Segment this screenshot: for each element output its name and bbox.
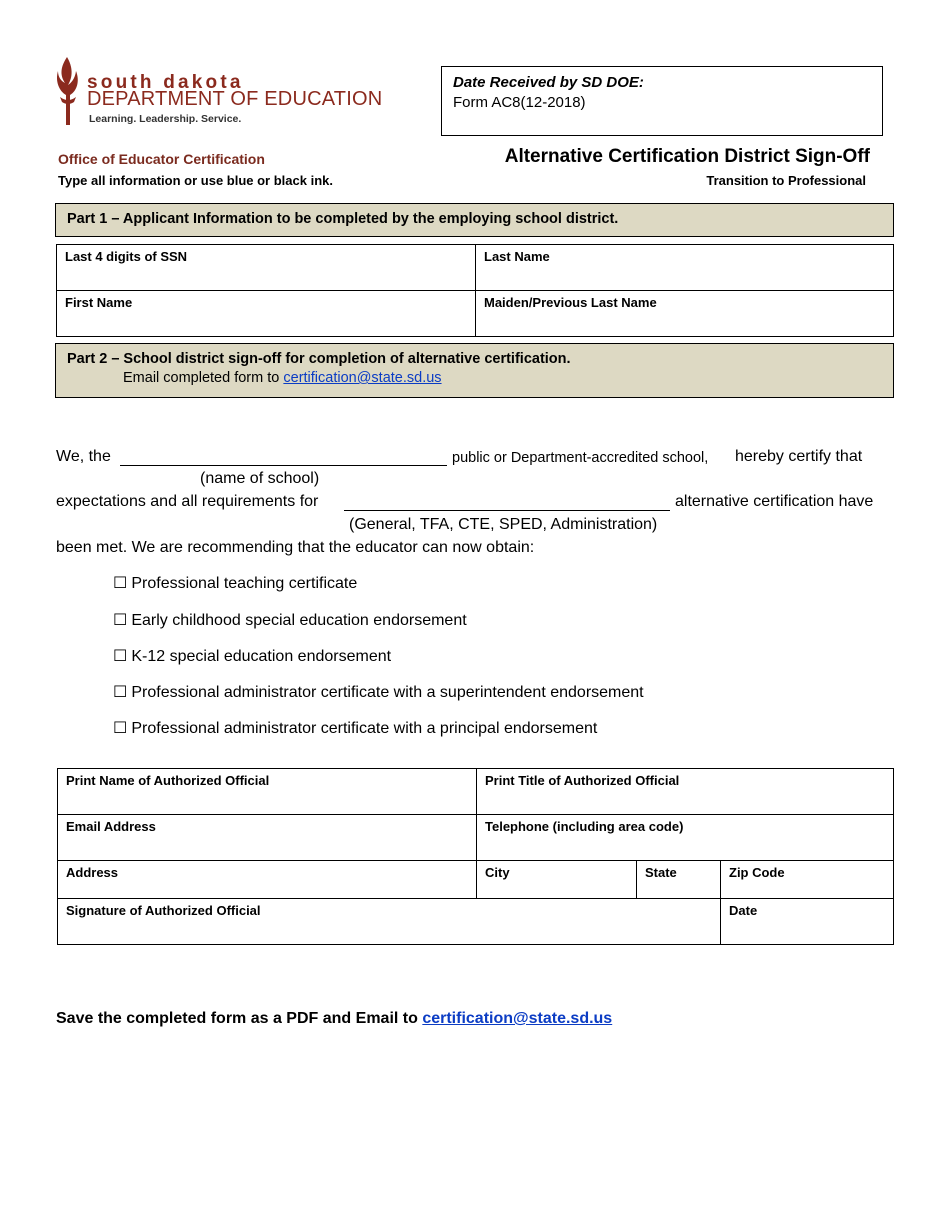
date-field[interactable] xyxy=(721,899,894,945)
option-superintendent[interactable] xyxy=(113,682,644,702)
school-type-text: public or Department-accredited school, xyxy=(452,450,709,466)
form-number: Form AC8(12-2018) xyxy=(453,94,586,111)
logo-tagline: Learning. Leadership. Service. xyxy=(89,113,242,125)
part2-email-line xyxy=(123,370,882,386)
option-label: Professional administrator certificate with a superintendent endorsement xyxy=(131,684,644,701)
last-name-label: Last Name xyxy=(484,249,550,264)
authorized-official-table xyxy=(57,768,894,945)
part2-heading: Part 2 – School district sign-off for completion of alternative certification. xyxy=(67,351,571,367)
torch-icon xyxy=(55,55,81,127)
telephone-field[interactable] xyxy=(477,815,894,861)
email-link[interactable]: certification@state.sd.us xyxy=(283,370,442,386)
state-label: State xyxy=(645,865,677,880)
first-name-label: First Name xyxy=(65,295,133,310)
last-name-field[interactable] xyxy=(476,245,894,291)
school-name-line[interactable] xyxy=(120,465,447,466)
maiden-name-field[interactable] xyxy=(476,291,894,337)
maiden-name-label: Maiden/Previous Last Name xyxy=(484,295,657,310)
alt-cert-text: alternative certification have xyxy=(675,493,874,510)
option-label: K-12 special education endorsement xyxy=(131,648,392,665)
option-principal[interactable] xyxy=(113,718,597,738)
city-field[interactable] xyxy=(477,861,637,899)
part1-heading: Part 1 – Applicant Information to be completed by the employing school district. xyxy=(55,203,894,237)
option-label: Professional administrator certificate with a principal endorsement xyxy=(131,720,598,737)
we-the-text: We, the xyxy=(56,448,111,465)
school-name-caption: (name of school) xyxy=(200,470,320,487)
telephone-label: Telephone (including area code) xyxy=(485,819,684,834)
certify-text: hereby certify that xyxy=(735,448,863,465)
option-professional-teaching[interactable] xyxy=(113,573,357,593)
date-received-box xyxy=(441,66,883,136)
form-title: Alternative Certification District Sign-Off xyxy=(504,146,870,167)
signature-label: Signature of Authorized Official xyxy=(66,903,261,918)
sd-doe-logo xyxy=(55,55,385,130)
footer-text: Save the completed form as a PDF and Email to xyxy=(56,1010,418,1027)
print-name-field[interactable] xyxy=(58,769,477,815)
cert-type-caption: (General, TFA, CTE, SPED, Administration) xyxy=(349,516,658,533)
ssn-label: Last 4 digits of SSN xyxy=(65,249,188,264)
footer-instruction xyxy=(56,1010,612,1028)
expectations-text: expectations and all requirements for xyxy=(56,493,319,510)
ssn-field[interactable] xyxy=(57,245,476,291)
option-early-childhood-sped[interactable] xyxy=(113,610,467,630)
date-label: Date xyxy=(729,903,758,918)
checkbox-icon[interactable]: ☐ xyxy=(113,610,128,629)
address-label: Address xyxy=(66,865,119,880)
state-field[interactable] xyxy=(637,861,721,899)
first-name-field[interactable] xyxy=(57,291,476,337)
form-subtitle: Transition to Professional xyxy=(706,173,866,188)
option-k12-sped[interactable] xyxy=(113,646,391,666)
email-address-field[interactable] xyxy=(58,815,477,861)
email-prefix: Email completed form to xyxy=(123,370,280,386)
part2-heading-box xyxy=(55,343,894,398)
checkbox-icon[interactable]: ☐ xyxy=(113,682,128,701)
address-field[interactable] xyxy=(58,861,477,899)
zip-label: Zip Code xyxy=(729,865,785,880)
checkbox-icon[interactable]: ☐ xyxy=(113,718,128,737)
signature-field[interactable] xyxy=(58,899,721,945)
footer-email-link[interactable]: certification@state.sd.us xyxy=(422,1010,613,1027)
applicant-info-table xyxy=(56,244,894,337)
print-title-label: Print Title of Authorized Official xyxy=(485,773,680,788)
checkbox-icon[interactable]: ☐ xyxy=(113,573,128,592)
zip-field[interactable] xyxy=(721,861,894,899)
office-name: Office of Educator Certification xyxy=(58,151,265,167)
option-label: Early childhood special education endorsement xyxy=(131,612,467,629)
been-met-text: been met. We are recommending that the educator can now obtain: xyxy=(56,539,535,556)
cert-type-line[interactable] xyxy=(344,510,670,511)
print-name-label: Print Name of Authorized Official xyxy=(66,773,270,788)
city-label: City xyxy=(485,865,510,880)
option-label: Professional teaching certificate xyxy=(131,575,358,592)
logo-line-state: south dakota xyxy=(87,72,244,93)
logo-line-department: DEPARTMENT OF EDUCATION xyxy=(87,88,383,110)
print-title-field[interactable] xyxy=(477,769,894,815)
checkbox-icon[interactable]: ☐ xyxy=(113,646,128,665)
date-received-label: Date Received by SD DOE: xyxy=(453,74,644,91)
ink-instructions: Type all information or use blue or black ink. xyxy=(58,173,333,188)
email-address-label: Email Address xyxy=(66,819,156,834)
